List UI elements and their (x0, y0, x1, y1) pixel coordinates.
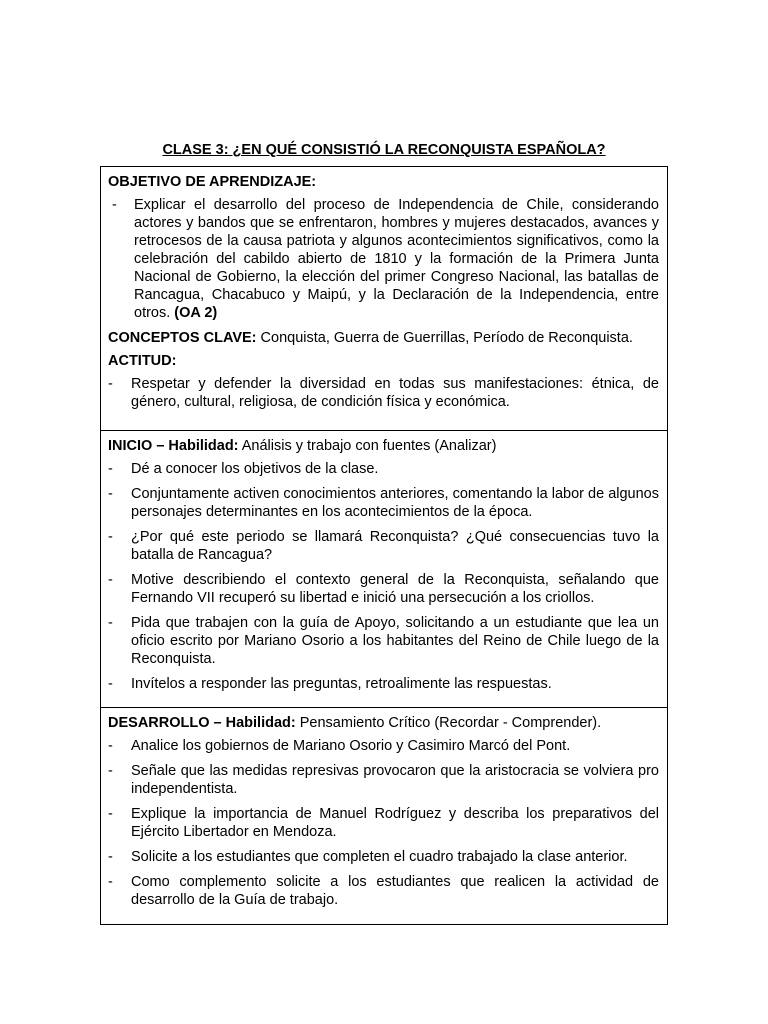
dash-bullet: - (108, 461, 113, 477)
list-item (108, 848, 659, 866)
dash-bullet: - (108, 615, 113, 631)
objectives-box (100, 166, 668, 431)
list-item (108, 571, 659, 607)
dash-bullet: - (112, 197, 117, 213)
actitud-text: Respetar y defender la diversidad en todas sus manifestaciones: étnica, de género, cultural, religiosa, de condición física y económica. (131, 376, 659, 410)
inicio-label: INICIO – Habilidad: (108, 438, 239, 454)
dash-bullet: - (108, 738, 113, 754)
inicio-box (100, 430, 668, 708)
list-item (108, 873, 659, 909)
list-item (108, 737, 659, 755)
desarrollo-list (108, 737, 659, 909)
inicio-item-text: Pida que trabajen con la guía de Apoyo, solicitando a un estudiante que lea un oficio escrito por Mariano Osorio a los habitantes del Reino de Chile luego de la Reconquista. (131, 615, 659, 667)
objetivo-list (108, 196, 659, 322)
inicio-list (108, 460, 659, 693)
desarrollo-box (100, 707, 668, 925)
dash-bullet: - (108, 572, 113, 588)
objetivo-tag: (OA 2) (174, 305, 218, 321)
list-item (108, 375, 659, 411)
dash-bullet: - (108, 676, 113, 692)
actitud-list (108, 375, 659, 411)
desarrollo-item-text: Analice los gobiernos de Mariano Osorio y Casimiro Marcó del Pont. (131, 738, 571, 754)
dash-bullet: - (108, 806, 113, 822)
desarrollo-item-text: Como complemento solicite a los estudiantes que realicen la actividad de desarrollo de la Guía de trabajo. (131, 874, 659, 908)
desarrollo-skill: Pensamiento Crítico (Recordar - Comprender). (299, 715, 602, 731)
conceptos-label: CONCEPTOS CLAVE: (108, 330, 257, 346)
list-item (108, 485, 659, 521)
dash-bullet: - (108, 529, 113, 545)
page-title: CLASE 3: ¿EN QUÉ CONSISTIÓ LA RECONQUISTA ESPAÑOLA? (162, 142, 606, 158)
desarrollo-item-text: Explique la importancia de Manuel Rodríguez y describa los preparativos del Ejército Libertador en Mendoza. (131, 806, 659, 840)
conceptos-line (108, 329, 659, 347)
list-item (108, 460, 659, 478)
objetivo-heading: OBJETIVO DE APRENDIZAJE: (108, 174, 317, 190)
dash-bullet: - (108, 486, 113, 502)
list-item (108, 528, 659, 564)
actitud-heading: ACTITUD: (108, 353, 177, 369)
dash-bullet: - (108, 849, 113, 865)
inicio-item-text: Dé a conocer los objetivos de la clase. (131, 461, 379, 477)
list-item (108, 614, 659, 668)
desarrollo-item-text: Solicite a los estudiantes que completen el cuadro trabajado la clase anterior. (131, 849, 628, 865)
list-item (108, 675, 659, 693)
inicio-item-text: Conjuntamente activen conocimientos anteriores, comentando la labor de algunos personajes determinantes en los acontecimientos de la época. (131, 486, 659, 520)
dash-bullet: - (108, 874, 113, 890)
objetivo-text: Explicar el desarrollo del proceso de Independencia de Chile, considerando actores y bandos que se enfrentaron, hombres y mujeres destacados, avances y retrocesos de la causa patriota y algunos acontecimientos significativos, como la celebración del cabildo abierto de 1810 y la formación de la Primera Junta Nacional de Gobierno, la elección del primer Congreso Nacional, las batallas de Rancagua, Chacabuco y Maipú, y la Declaración de la Independencia, entre otros. (134, 197, 659, 321)
desarrollo-item-text: Señale que las medidas represivas provocaron que la aristocracia se volviera pro independentista. (131, 763, 659, 797)
inicio-item-text: Invítelos a responder las preguntas, retroalimente las respuestas. (131, 676, 552, 692)
inicio-item-text: ¿Por qué este periodo se llamará Reconquista? ¿Qué consecuencias tuvo la batalla de Rancagua? (131, 529, 659, 563)
list-item (108, 805, 659, 841)
desarrollo-label: DESARROLLO – Habilidad: (108, 715, 296, 731)
inicio-skill: Análisis y trabajo con fuentes (Analizar) (241, 438, 497, 454)
list-item (108, 762, 659, 798)
conceptos-text: Conquista, Guerra de Guerrillas, Período de Reconquista. (260, 330, 633, 346)
inicio-heading (108, 437, 659, 455)
desarrollo-heading (108, 714, 659, 732)
list-item (108, 196, 659, 322)
dash-bullet: - (108, 376, 113, 392)
inicio-item-text: Motive describiendo el contexto general de la Reconquista, señalando que Fernando VII recuperó su libertad e inició una persecución a los criollos. (131, 572, 659, 606)
dash-bullet: - (108, 763, 113, 779)
